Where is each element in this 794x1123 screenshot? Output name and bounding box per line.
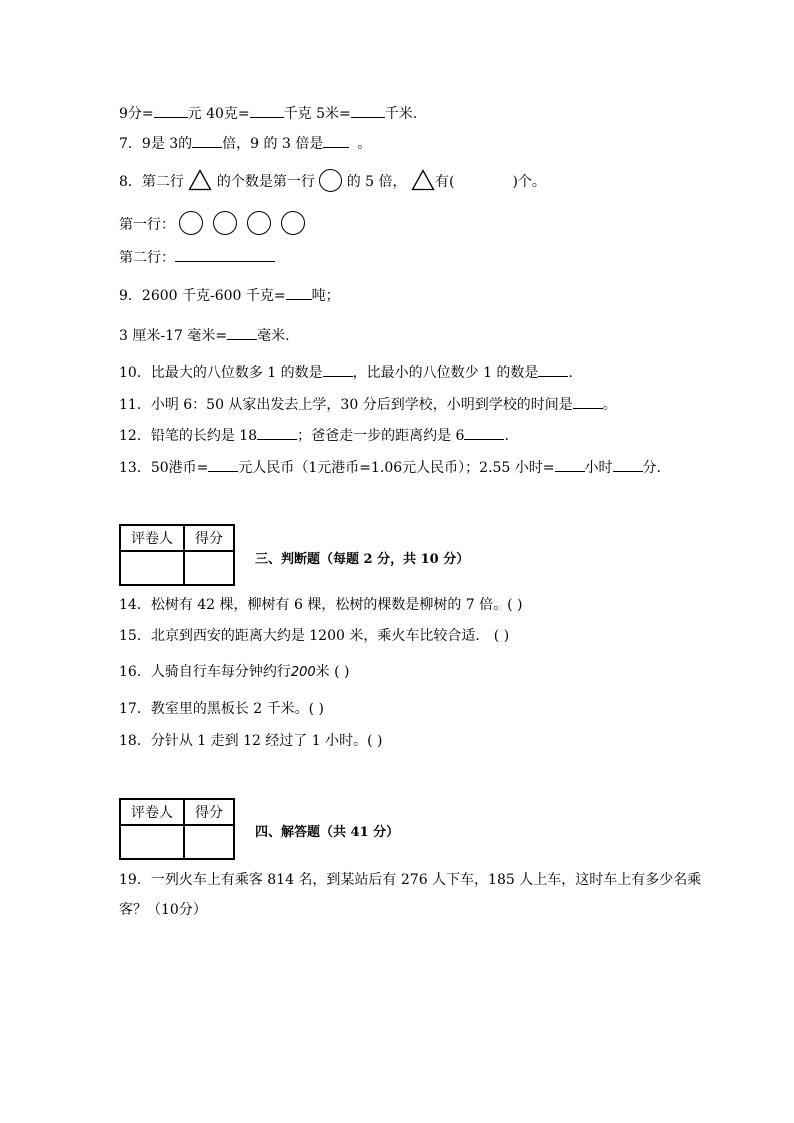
answer-blank[interactable] bbox=[227, 326, 257, 340]
row-two: 第二行： bbox=[119, 248, 275, 267]
question-8: 8．第二行 的个数是第一行 的 5 倍， 有( )个。 bbox=[119, 169, 546, 192]
answer-blank[interactable] bbox=[323, 363, 353, 377]
question-9b: 3 厘米-17 毫米= 毫米. bbox=[119, 328, 290, 344]
question-14: 14．松树有 42 棵，柳树有 6 棵，松树的棵数是柳树的 7 倍。( ) bbox=[119, 597, 523, 613]
question-19-line-1: 19．一列火车上有乘客 814 名，到某站后有 276 人下车，185 人上车，这时车上有多少名乘 bbox=[119, 872, 702, 888]
score-header: 得分 bbox=[184, 525, 234, 551]
question-6b: 9分= 元 40克= 千克 5米= 千米. bbox=[119, 106, 418, 122]
score-table bbox=[119, 798, 235, 860]
section-title: 三、判断题（每题 2 分，共 10 分） bbox=[255, 552, 470, 567]
circle-icon bbox=[247, 211, 271, 235]
question-13: 13．50港币= 元人民币（1元港币=1.06元人民币）；2.55 小时= 小时 分. bbox=[119, 460, 661, 476]
grader-cell[interactable] bbox=[120, 825, 184, 859]
question-11: 11．小明 6：50 从家出发去上学，30 分后到学校，小明到学校的时间是 。 bbox=[119, 397, 617, 413]
answer-blank[interactable] bbox=[154, 104, 188, 118]
question-10: 10．比最大的八位数多 1 的数是 ，比最小的八位数少 1 的数是 . bbox=[119, 365, 573, 381]
section-title: 四、解答题（共 41 分） bbox=[255, 825, 400, 840]
answer-blank[interactable] bbox=[351, 104, 385, 118]
question-7: 7．9是 3的 倍，9 的 3 倍是 。 bbox=[119, 136, 372, 152]
circle-icon bbox=[319, 169, 342, 192]
circle-group bbox=[179, 211, 315, 240]
answer-blank[interactable] bbox=[208, 458, 238, 472]
answer-blank[interactable] bbox=[192, 134, 222, 148]
circle-icon bbox=[281, 211, 305, 235]
triangle-icon bbox=[188, 169, 212, 191]
score-cell[interactable] bbox=[184, 551, 234, 585]
answer-blank[interactable] bbox=[250, 104, 284, 118]
row-one: 第一行： bbox=[119, 211, 315, 240]
answer-blank[interactable] bbox=[613, 458, 643, 472]
circle-icon bbox=[179, 211, 203, 235]
answer-blank[interactable] bbox=[323, 134, 349, 148]
answer-blank[interactable] bbox=[555, 458, 585, 472]
question-17: 17．教室里的黑板长 2 千米。( ) bbox=[119, 701, 324, 717]
answer-blank[interactable] bbox=[286, 286, 312, 300]
question-15: 15．北京到西安的距离大约是 1200 米，乘火车比较合适． ( ) bbox=[119, 628, 510, 644]
grader-header: 评卷人 bbox=[120, 799, 184, 825]
question-19-line-2: 客？（10分） bbox=[119, 902, 207, 918]
question-16: 16．人骑自行车每分钟约行200米 ( ) bbox=[119, 664, 350, 680]
answer-blank[interactable] bbox=[257, 426, 297, 440]
triangle-icon bbox=[411, 169, 435, 191]
score-header: 得分 bbox=[184, 799, 234, 825]
circle-icon bbox=[213, 211, 237, 235]
question-12: 12．铅笔的长约是 18 ；爸爸走一步的距离约是 6 . bbox=[119, 428, 509, 444]
grader-header: 评卷人 bbox=[120, 525, 184, 551]
answer-blank[interactable] bbox=[464, 426, 504, 440]
score-table bbox=[119, 524, 235, 586]
question-9: 9．2600 千克-600 千克= 吨； bbox=[119, 288, 340, 304]
score-cell[interactable] bbox=[184, 825, 234, 859]
answer-blank[interactable] bbox=[175, 248, 275, 262]
answer-blank[interactable] bbox=[573, 395, 603, 409]
answer-blank[interactable] bbox=[538, 363, 568, 377]
grader-cell[interactable] bbox=[120, 551, 184, 585]
question-18: 18．分针从 1 走到 12 经过了 1 小时。( ) bbox=[119, 733, 383, 749]
